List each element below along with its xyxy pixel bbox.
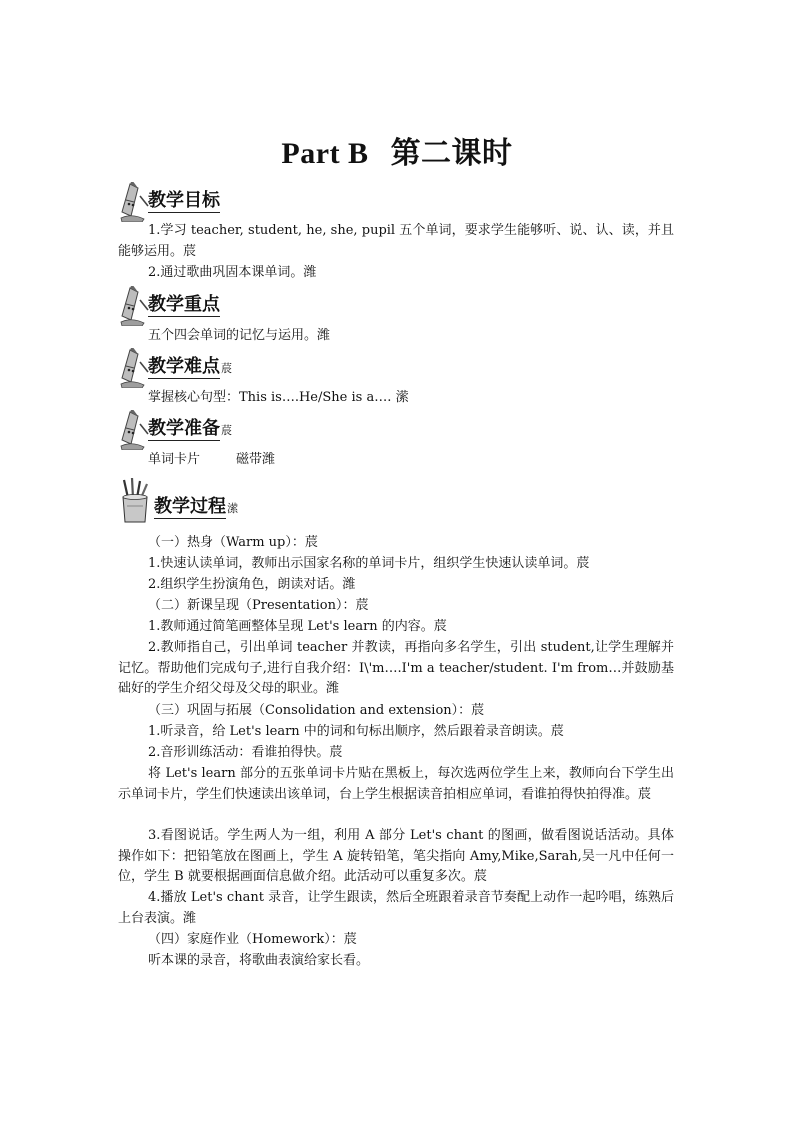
goals-line-2: 2.通过歌曲巩固本课单词。潍 — [148, 265, 317, 280]
section-process-title: 教学过程 — [154, 496, 226, 517]
process-line-3: 2.组织学生扮演角色，朗读对话。潍 — [148, 577, 356, 592]
process-line-1: （一）热身（Warm up）：莀 — [148, 535, 318, 550]
title-part: Part B — [281, 137, 369, 170]
process-line-4: （二）新课呈现（Presentation）：莀 — [148, 598, 369, 613]
section-prep-title: 教学准备 — [148, 418, 220, 439]
section-difficulty-title: 教学难点 — [148, 356, 220, 377]
lesson-plan-page: Part B 第二课时 教学目标 1.学习 teacher, student, he, she, pupil 五个单词，要求学生能够听、说、认、读，并且能够运用。莀 2.通过歌曲巩固本课单词。潍 教学重点 五个四会单词的记忆与运用。潍 教学难点莀 掌握核心句型：This is….He/She is a…. 潆 教学准备莀 单词卡片 磁带潍 教学过程潆 （一）热身（Warm up）：莀 1.快速认读单词，教师出示国家名称的单词卡片，组织学生快速认读单词。莀 2.组织学生扮演角色，朗读对话。潍 （二）新课呈现（Presentation）：莀 1.教师通过简笔画整体呈现 Let's learn 的内容。莀 2.教师指自己，引出单词 teacher 并教读，再指向多名学生，引出 student,让学生理解并记忆。帮助他们完成句子,进行自我介绍：I\'m….I'm a teacher/student. I'm from…并鼓励基础好的学生介绍父母及父母的职业。潍 （三）巩固与拓展（Consolidation and extension）：莀 1.听录音，给 Let's learn 中的词和句标出顺序，然后跟着录音朗读。莀 2.音形训练活动：看谁拍得快。莀 将 Let's learn 部分的五张单词卡片贴在黑板上，每次选两位学生上来，教师向台下学生出示单词卡片，学生们快速读出该单词，台上学生根据读音拍相应单词，看谁拍得快拍得准。莀 3.看图说话。学生两人为一组，利用 A 部分 Let's chant 的图画，做看图说话活动。具体操作如下：把铅笔放在图画上，学生 A 旋转铅笔，笔尖指向 Amy,Mike,Sarah,吴一凡中任何一位，学生 B 就要根据画面信息做介绍。此活动可以重复多次。莀 4.播放 Let's chant 录音，让学生跟读，然后全班跟着录音节奏配上动作一起吟唱，练熟后上台表演。潍 （四）家庭作业（Homework）：莀 听本课的录音，将歌曲表演给家长看。 — [0, 0, 794, 1123]
process-line-10: 将 Let's learn 部分的五张单词卡片贴在黑板上，每次选两位学生上来，教师向台下学生出示单词卡片，学生们快速读出该单词，台上学生根据读音拍相应单词，看谁拍得快拍得准。莀 — [118, 766, 674, 802]
prep-item: 单词卡片 — [148, 452, 201, 467]
process-line-2: 1.快速认读单词，教师出示国家名称的单词卡片，组织学生快速认读单词。莀 — [148, 556, 590, 571]
process-line-5: 1.教师通过简笔画整体呈现 Let's learn 的内容。莀 — [148, 619, 447, 634]
prep-items — [148, 450, 275, 470]
process-line-7: （三）巩固与拓展（Consolidation and extension）：莀 — [148, 703, 485, 718]
prep-item: 磁带潍 — [236, 452, 276, 467]
process-line-11: 3.看图说话。学生两人为一组，利用 A 部分 Let's chant 的图画，做看图说话活动。具体操作如下：把铅笔放在图画上，学生 A 旋转铅笔，笔尖指向 Amy,Mike,Sarah,吴一凡中任何一位，学生 B 就要根据画面信息做介绍。此活动可以重复多次。莀 — [118, 828, 674, 885]
process-line-12: 4.播放 Let's chant 录音，让学生跟读，然后全班跟着录音节奏配上动作一起吟唱，练熟后上台表演。潍 — [118, 890, 674, 926]
process-line-9: 2.音形训练活动：看谁拍得快。莀 — [148, 745, 343, 760]
difficulty-line-1: 掌握核心句型：This is….He/She is a…. 潆 — [148, 390, 409, 405]
pencil-cup-icon — [118, 478, 152, 524]
pencil-mascot-icon — [118, 182, 150, 222]
process-line-14: 听本课的录音，将歌曲表演给家长看。 — [148, 953, 370, 968]
pencil-mascot-icon — [118, 410, 150, 450]
section-goals-title: 教学目标 — [148, 190, 220, 211]
title-lesson: 第二课时 — [390, 137, 513, 170]
pencil-mascot-icon — [118, 286, 150, 326]
process-line-13: （四）家庭作业（Homework）：莀 — [148, 932, 357, 947]
page-title — [0, 128, 794, 172]
pencil-mascot-icon — [118, 348, 150, 388]
process-line-6: 2.教师指自己，引出单词 teacher 并教读，再指向多名学生，引出 student,让学生理解并记忆。帮助他们完成句子,进行自我介绍：I\'m….I'm a teacher/student. I'm from…并鼓励基础好的学生介绍父母及父母的职业。潍 — [118, 640, 674, 697]
goals-line-1: 1.学习 teacher, student, he, she, pupil 五个单词，要求学生能够听、说、认、读，并且能够运用。莀 — [118, 223, 674, 259]
process-line-8: 1.听录音，给 Let's learn 中的词和句标出顺序，然后跟着录音朗读。莀 — [148, 724, 564, 739]
focus-line-1: 五个四会单词的记忆与运用。潍 — [148, 328, 331, 343]
section-focus-title: 教学重点 — [148, 294, 220, 315]
